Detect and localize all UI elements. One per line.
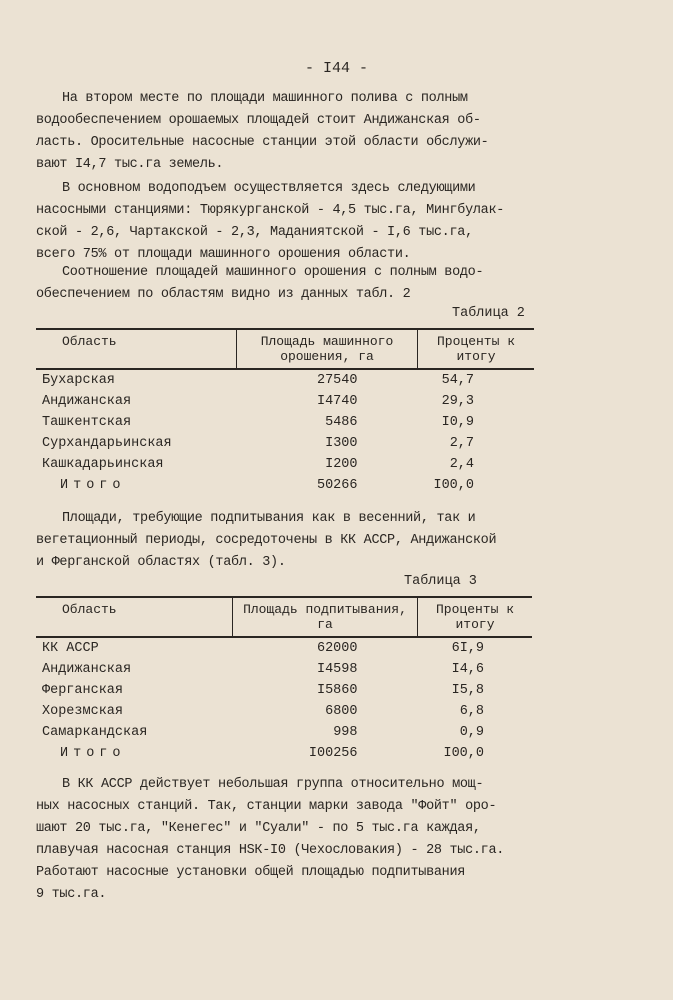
- percent-cell: I0,9: [441, 415, 474, 430]
- percent-cell: I00,0: [443, 746, 484, 761]
- region-cell: Самаркандская: [42, 725, 148, 740]
- text-line: 9 тыс.га.: [36, 887, 107, 902]
- text-line: шают 20 тыс.га, "Кенегес" и "Суали" - по 5 тыс.га каждая,: [36, 821, 481, 836]
- table-header-row: [36, 329, 534, 369]
- text-line: вают I4,7 тыс.га земель.: [36, 157, 224, 172]
- header-cell: Область: [36, 329, 237, 369]
- percent-cell: I5,8: [451, 683, 484, 698]
- area-cell: 27540: [316, 373, 358, 388]
- text-line: ской - 2,6, Чартакской - 2,3, Маданиятской - I,6 тыс.га,: [36, 225, 473, 240]
- region-cell: Сурхандарьинская: [42, 436, 172, 451]
- area-cell: I5860: [316, 683, 358, 698]
- percent-cell: 29,3: [441, 394, 474, 409]
- region-cell: Ташкентская: [42, 415, 132, 430]
- paragraph-1: [36, 88, 636, 176]
- area-cell: I200: [325, 457, 358, 472]
- paragraph-5: [36, 774, 636, 906]
- table-header-row: [36, 597, 532, 637]
- percent-cell: 2,4: [449, 457, 474, 472]
- percent-cell: 0,9: [459, 725, 484, 740]
- total-label: Итого: [60, 746, 126, 761]
- area-cell: I4598: [316, 662, 358, 677]
- page-number: - I44 -: [304, 60, 368, 77]
- percent-cell: 2,7: [449, 436, 474, 451]
- region-cell: Андижанская: [42, 394, 132, 409]
- table-3: [36, 596, 532, 764]
- area-cell: I4740: [316, 394, 358, 409]
- region-cell: Кашкадарьинская: [42, 457, 164, 472]
- text-line: вегетационный периоды, сосредоточены в КК АССР, Андижанской: [36, 533, 497, 548]
- header-cell: Область: [36, 597, 233, 637]
- text-line: На втором месте по площади машинного полива с полным: [62, 91, 468, 106]
- text-line: Площади, требующие подпитывания как в весенний, так и: [62, 511, 476, 526]
- table-total-row: [36, 743, 532, 764]
- text-line: обеспечением по областям видно из данных табл. 2: [36, 287, 411, 302]
- table-row: [36, 722, 532, 743]
- region-cell: Андижанская: [42, 662, 132, 677]
- table-total-row: [36, 475, 534, 496]
- text-line: Соотношение площадей машинного орошения с полным водо-: [62, 265, 484, 280]
- percent-cell: 6,8: [459, 704, 484, 719]
- percent-cell: I4,6: [451, 662, 484, 677]
- total-label: Итого: [60, 478, 126, 493]
- region-cell: Хорезмская: [42, 704, 124, 719]
- region-cell: Ферганская: [42, 683, 124, 698]
- area-cell: 62000: [316, 641, 358, 656]
- percent-cell: I00,0: [433, 478, 474, 493]
- area-cell: 5486: [325, 415, 358, 430]
- text-line: водообеспечением орошаемых площадей стоит Андижанская об-: [36, 113, 481, 128]
- paragraph-4: [36, 508, 636, 574]
- table-2: [36, 328, 534, 496]
- table3-caption: Таблица 3: [404, 574, 477, 589]
- table-row: [36, 391, 534, 412]
- paragraph-2: [36, 178, 636, 266]
- header-cell: Площадь машинного орошения, га: [237, 329, 418, 369]
- table-row: [36, 680, 532, 701]
- text-line: ласть. Оросительные насосные станции этой области обслужи-: [36, 135, 489, 150]
- percent-cell: 6I,9: [451, 641, 484, 656]
- paragraph-3: [36, 262, 636, 306]
- table-row: [36, 369, 534, 391]
- table-row: [36, 454, 534, 475]
- text-line: В КК АССР действует небольшая группа относительно мощ-: [62, 777, 484, 792]
- area-cell: I300: [325, 436, 358, 451]
- area-cell: 998: [333, 725, 358, 740]
- text-line: и Ферганской областях (табл. 3).: [36, 555, 286, 570]
- table-row: [36, 659, 532, 680]
- region-cell: КК АССР: [42, 641, 99, 656]
- area-cell: 50266: [316, 478, 358, 493]
- text-line: всего 75% от площади машинного орошения области.: [36, 247, 411, 262]
- area-cell: 6800: [325, 704, 358, 719]
- table-row: [36, 433, 534, 454]
- table2-caption: Таблица 2: [452, 306, 525, 321]
- table-row: [36, 412, 534, 433]
- table-row: [36, 637, 532, 659]
- text-line: В основном водоподъем осуществляется здесь следующими: [62, 181, 476, 196]
- text-line: Работают насосные установки общей площадью подпитывания: [36, 865, 466, 880]
- header-cell: Проценты к итогу: [418, 329, 535, 369]
- region-cell: Бухарская: [42, 373, 115, 388]
- text-line: плавучая насосная станция НЅК-I0 (Чехословакия) - 28 тыс.га.: [36, 843, 505, 858]
- percent-cell: 54,7: [441, 373, 474, 388]
- header-cell: Площадь подпитывания, га: [233, 597, 418, 637]
- area-cell: I00256: [308, 746, 358, 761]
- text-line: ных насосных станций. Так, станции марки завода "Фойт" оро-: [36, 799, 497, 814]
- header-cell: Проценты к итогу: [418, 597, 533, 637]
- table-row: [36, 701, 532, 722]
- text-line: насосными станциями: Тюрякурганской - 4,5 тыс.га, Мингбулак-: [36, 203, 505, 218]
